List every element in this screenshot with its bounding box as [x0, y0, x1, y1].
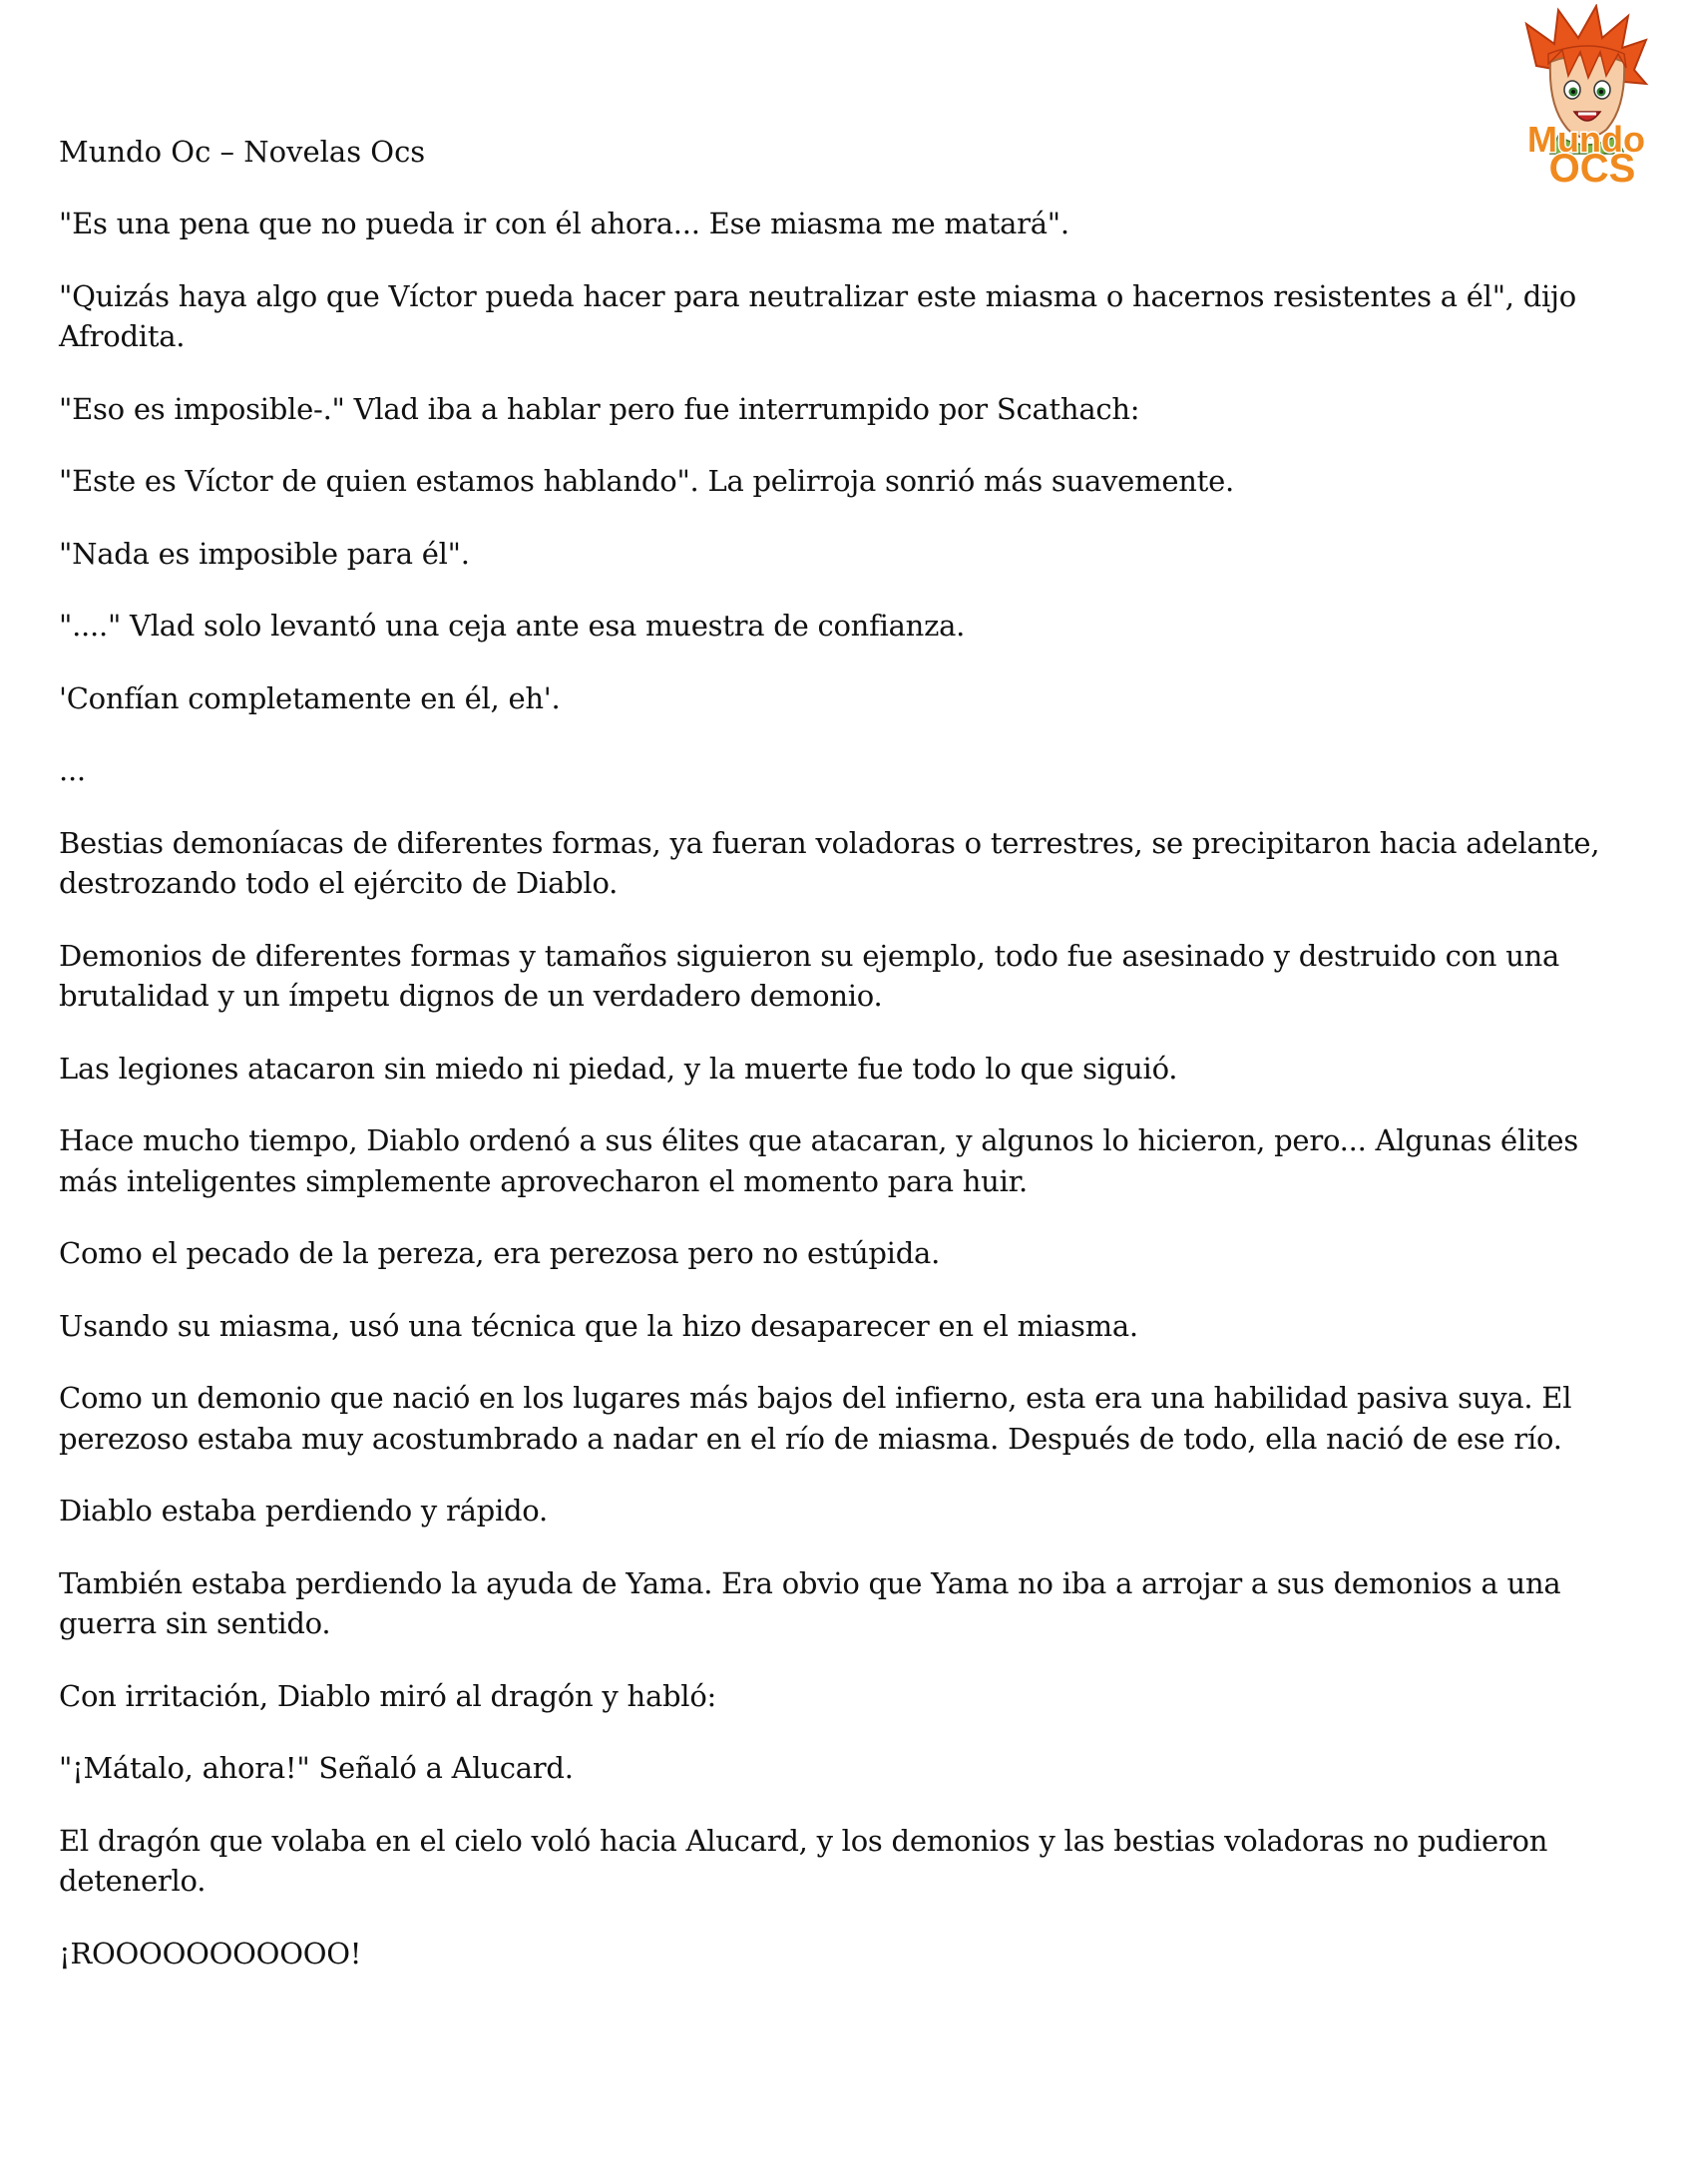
paragraph: "Es una pena que no pueda ir con él ahora... Ese miasma me matará". [59, 207, 1069, 240]
mundo-ocs-logo [1496, 4, 1676, 186]
paragraph: Como un demonio que nació en los lugares más bajos del infierno, esta era una habilidad pasiva suya. El perezoso estaba muy acostumbrado a nadar en el río de miasma. Después de todo, ella nació de ese río. [59, 1381, 1572, 1456]
logo-text-ocs: OCS [1548, 147, 1636, 186]
paragraph: Bestias demoníacas de diferentes formas, ya fueran voladoras o terrestres, se precipitaron hacia adelante, destrozando todo el ejército de Diablo. [59, 825, 1600, 900]
paragraph: 'Confían completamente en él, eh'. [59, 680, 561, 715]
paragraph: "Eso es imposible-." Vlad iba a hablar pero fue interrumpido por Scathach: [59, 391, 1140, 426]
document-body [59, 204, 1635, 2005]
paragraph: El dragón que volaba en el cielo voló hacia Alucard, y los demonios y las bestias voladoras no pudieron detenerlo. [59, 1823, 1548, 1898]
logo-text-mundo: Mundo [1527, 119, 1645, 160]
paragraph: "...." Vlad solo levantó una ceja ante esa muestra de confianza. [59, 609, 966, 643]
page-header: Mundo Oc – Novelas Ocs [59, 135, 426, 169]
paragraph: Usando su miasma, usó una técnica que la hizo desaparecer en el miasma. [59, 1308, 1138, 1343]
paragraph: ¡ROOOOOOOOOOO! [59, 1936, 362, 1970]
paragraph: Como el pecado de la pereza, era perezosa pero no estúpida. [59, 1236, 941, 1270]
paragraph: Con irritación, Diablo miró al dragón y habló: [59, 1678, 717, 1713]
paragraph: "Quizás haya algo que Víctor pueda hacer para neutralizar este miasma o hacernos resistentes a él", dijo Afrodita. [59, 278, 1577, 353]
paragraph: Hace mucho tiempo, Diablo ordenó a sus élites que atacaran, y algunos lo hicieron, pero... Algunas élites más inteligentes simplemente aprovecharon el momento para huir. [59, 1123, 1578, 1198]
paragraph: "¡Mátalo, ahora!" Señaló a Alucard. [59, 1751, 574, 1785]
paragraph: "Nada es imposible para él". [59, 536, 470, 571]
paragraph: ... [59, 753, 86, 787]
paragraph: Demonios de diferentes formas y tamaños siguieron su ejemplo, todo fue asesinado y destruido con una brutalidad y un ímpetu dignos de un verdadero demonio. [59, 938, 1560, 1013]
paragraph: Las legiones atacaron sin miedo ni piedad, y la muerte fue todo lo que siguió. [59, 1051, 1178, 1086]
paragraph: "Este es Víctor de quien estamos hablando". La pelirroja sonrió más suavemente. [59, 464, 1234, 498]
paragraph: También estaba perdiendo la ayuda de Yama. Era obvio que Yama no iba a arrojar a sus demonios a una guerra sin sentido. [59, 1565, 1561, 1640]
paragraph: Diablo estaba perdiendo y rápido. [59, 1494, 548, 1528]
